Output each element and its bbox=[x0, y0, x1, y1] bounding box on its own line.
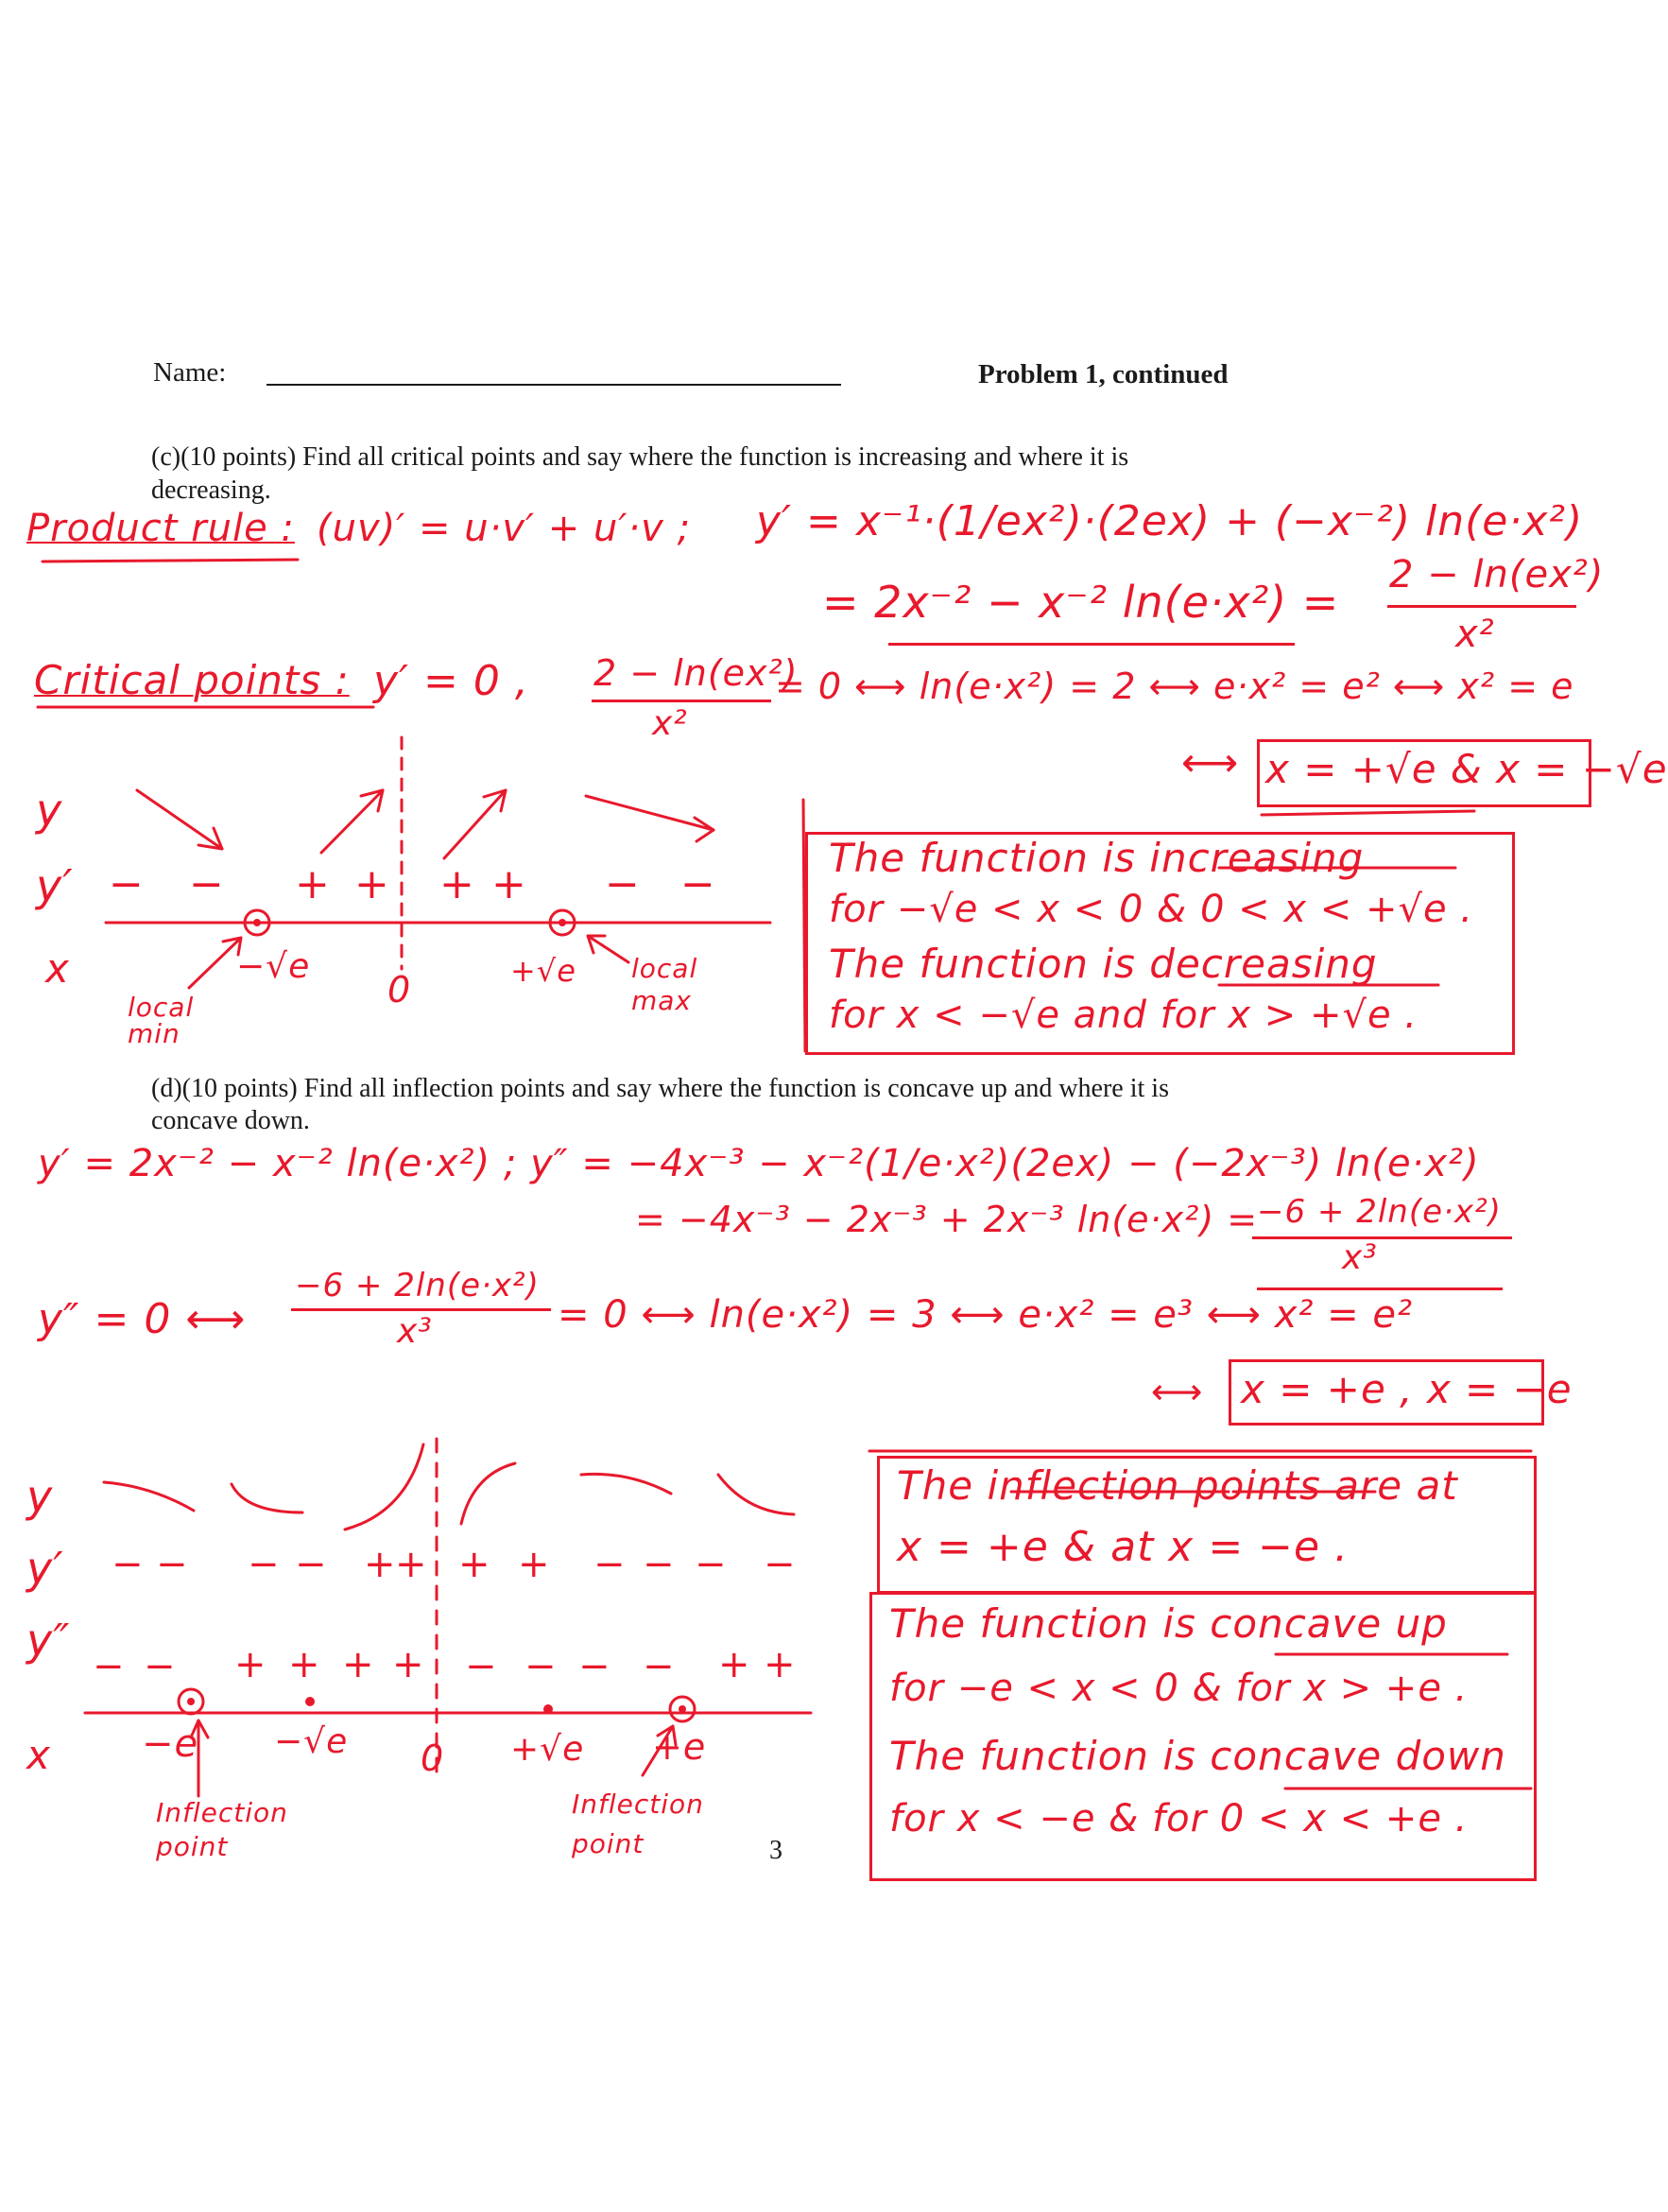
ydouble-fraction-denominator: x³ bbox=[1342, 1238, 1378, 1277]
inflect-result-arrow: ⟷ bbox=[1151, 1371, 1204, 1412]
c-box-line-1: The function is increasing bbox=[829, 835, 1365, 881]
critical-fraction-numerator: 2 − ln(ex²) bbox=[593, 652, 799, 694]
d-row-label-yprime: y′ bbox=[26, 1543, 64, 1594]
d-x-mark-pos-e: +e bbox=[652, 1726, 707, 1768]
yprime-line2: = 2x⁻² − x⁻² ln(e·x²) = bbox=[822, 577, 1340, 628]
name-label: Name: bbox=[153, 357, 227, 388]
product-rule-underline bbox=[43, 560, 298, 562]
inflect-result: x = +e , x = −e bbox=[1241, 1366, 1573, 1412]
d-ydouble-sign-11: + bbox=[718, 1643, 751, 1686]
d-box2-line-4: for x < −e & for 0 < x < +e . bbox=[889, 1797, 1469, 1840]
local-min-label: local min bbox=[128, 992, 195, 1049]
inflect-fraction-denominator: x³ bbox=[397, 1312, 433, 1351]
c-row-label-yprime: y′ bbox=[36, 860, 74, 911]
yprime-line1: y′ = x⁻¹·(1/ex²)·(2ex) + (−x⁻²) ln(e·x²) bbox=[756, 497, 1584, 545]
page-number: 3 bbox=[769, 1836, 782, 1865]
c-box-line-2: for −√e < x < 0 & 0 < x < +√e . bbox=[829, 888, 1474, 931]
inflect-condition: y″ = 0 ⟷ bbox=[38, 1295, 247, 1343]
d-yprime-sign-8: + bbox=[518, 1543, 551, 1586]
inflection-pointer-icon-right bbox=[643, 1726, 676, 1775]
d-ydouble-sign-5: + bbox=[342, 1643, 375, 1686]
concave-up-increasing-curve-icon bbox=[345, 1444, 423, 1529]
d-pos-sqrt-e-dot bbox=[543, 1704, 553, 1714]
critical-result-arrow: ⟷ bbox=[1181, 739, 1240, 786]
d-ydouble-sign-10: − bbox=[643, 1645, 676, 1688]
d-ydouble-sign-3: + bbox=[234, 1643, 267, 1686]
d-ydouble-sign-1: − bbox=[93, 1645, 126, 1688]
d-ydouble-sign-12: + bbox=[764, 1643, 797, 1686]
increasing-arrow-icon-right bbox=[444, 790, 506, 858]
c-x-mark-zero: 0 bbox=[387, 969, 412, 1011]
concave-up-decreasing-curve-icon-right bbox=[718, 1475, 794, 1514]
d-box1-line-1: The inflection points are at bbox=[897, 1462, 1458, 1509]
critical-condition: y′ = 0 , bbox=[373, 657, 529, 705]
c-yprime-sign-6: + bbox=[491, 860, 527, 908]
problem-label: Problem 1, continued bbox=[978, 359, 1229, 389]
inflection-label-left: Inflection point bbox=[156, 1797, 288, 1862]
d-box2-line-1: The function is concave up bbox=[889, 1600, 1448, 1647]
d-x-mark-neg-sqrt-e: −√e bbox=[274, 1722, 349, 1761]
ydouble-fraction-numerator: −6 + 2ln(e·x²) bbox=[1257, 1193, 1502, 1231]
ydouble-line1: y′ = 2x⁻² − x⁻² ln(e·x²) ; y″ = −4x⁻³ − x⁻²(1/e·x²)(2ex) − (−2x⁻³) ln(e·x²) bbox=[38, 1142, 1480, 1185]
d-box2-line-2: for −e < x < 0 & for x > +e . bbox=[889, 1667, 1469, 1710]
part-c-prompt-line2: decreasing. bbox=[151, 475, 271, 505]
d-yprime-sign-12: − bbox=[764, 1543, 797, 1586]
inflection-pointer-icon-left bbox=[191, 1720, 208, 1796]
inflection-label-right: Inflection point bbox=[572, 1789, 704, 1859]
d-ydouble-sign-4: + bbox=[288, 1643, 321, 1686]
c-yprime-sign-1: − bbox=[109, 860, 145, 908]
c-yprime-sign-4: + bbox=[354, 860, 390, 908]
part-c-prompt-line1: (c)(10 points) Find all critical points and say where the function is increasing and where it is bbox=[151, 442, 1129, 472]
local-max-label: local max bbox=[631, 953, 698, 1016]
d-yprime-sign-2: − bbox=[156, 1543, 189, 1586]
critical-points-double-underline bbox=[1262, 811, 1474, 815]
d-ydouble-sign-9: − bbox=[578, 1645, 611, 1688]
d-row-label-ydouble: y″ bbox=[26, 1615, 71, 1666]
c-box-line-4: for x < −√e and for x > +√e . bbox=[829, 994, 1419, 1037]
c-yprime-sign-2: − bbox=[189, 860, 225, 908]
c-row-label-y: y bbox=[36, 785, 63, 836]
d-yprime-sign-6: + bbox=[395, 1543, 428, 1586]
d-x-mark-zero: 0 bbox=[421, 1737, 445, 1779]
critical-points-label: Critical points : bbox=[34, 657, 350, 703]
concave-down-decreasing-curve-icon bbox=[104, 1482, 194, 1511]
critical-chain: = 0 ⟷ ln(e·x²) = 2 ⟷ e·x² = e² ⟷ x² = e bbox=[775, 665, 1574, 707]
product-rule-label: Product rule : bbox=[26, 507, 295, 550]
product-rule-formula: (uv)′ = u·v′ + u′·v ; bbox=[317, 507, 692, 550]
d-x-mark-pos-sqrt-e: +√e bbox=[510, 1730, 585, 1769]
part-d-prompt-line2: concave down. bbox=[151, 1106, 310, 1135]
d-yprime-sign-3: − bbox=[248, 1543, 281, 1586]
c-x-mark-pos-sqrt-e: +√e bbox=[510, 953, 576, 989]
d-yprime-sign-7: + bbox=[458, 1543, 491, 1586]
d-neg-sqrt-e-dot bbox=[305, 1697, 315, 1706]
critical-result: x = +√e & x = −√e bbox=[1265, 746, 1668, 792]
d-ydouble-sign-8: − bbox=[524, 1645, 558, 1688]
d-yprime-sign-5: + bbox=[364, 1543, 397, 1586]
c-x-mark-neg-sqrt-e: −√e bbox=[236, 947, 311, 986]
concave-down-decreasing-curve-icon-right bbox=[581, 1474, 671, 1494]
part-d-prompt-line1: (d)(10 points) Find all inflection points and say where the function is concave up and where it is bbox=[151, 1074, 1169, 1103]
c-yprime-sign-5: + bbox=[439, 860, 475, 908]
d-yprime-sign-11: − bbox=[695, 1543, 728, 1586]
critical-fraction-denominator: x² bbox=[652, 704, 688, 743]
d-yprime-sign-10: − bbox=[643, 1543, 676, 1586]
decreasing-arrow-icon bbox=[137, 790, 222, 849]
d-yprime-sign-1: − bbox=[112, 1543, 145, 1586]
increasing-arrow-icon-left bbox=[321, 790, 383, 853]
d-box1-line-2: x = +e & at x = −e . bbox=[897, 1523, 1350, 1571]
c-row-label-x: x bbox=[45, 945, 70, 992]
d-row-label-y: y bbox=[26, 1471, 54, 1522]
d-x-mark-neg-e: −e bbox=[142, 1722, 199, 1766]
c-box-line-3: The function is decreasing bbox=[829, 941, 1378, 987]
c-yprime-sign-3: + bbox=[295, 860, 331, 908]
d-box2-line-3: The function is concave down bbox=[889, 1733, 1506, 1779]
inflect-chain: = 0 ⟷ ln(e·x²) = 3 ⟷ e·x² = e³ ⟷ x² = e² bbox=[558, 1293, 1414, 1337]
local-min-pointer-icon bbox=[189, 938, 241, 988]
yprime-fraction-numerator: 2 − ln(ex²) bbox=[1389, 553, 1605, 596]
concave-up-decreasing-curve-icon bbox=[232, 1484, 302, 1512]
concave-down-increasing-curve-icon bbox=[461, 1463, 515, 1524]
d-ydouble-sign-6: + bbox=[392, 1643, 425, 1686]
c-yprime-sign-7: − bbox=[605, 860, 641, 908]
d-ydouble-sign-2: − bbox=[144, 1645, 177, 1688]
inflect-fraction-numerator: −6 + 2ln(e·x²) bbox=[295, 1267, 540, 1305]
d-row-label-x: x bbox=[26, 1732, 51, 1778]
local-max-pointer-icon bbox=[588, 936, 628, 962]
d-yprime-sign-4: − bbox=[295, 1543, 328, 1586]
decreasing-arrow-icon-right bbox=[586, 796, 714, 841]
yprime-fraction-denominator: x² bbox=[1455, 613, 1495, 656]
c-yprime-sign-8: − bbox=[680, 860, 716, 908]
d-ydouble-sign-7: − bbox=[465, 1645, 498, 1688]
ydouble-line2: = −4x⁻³ − 2x⁻³ + 2x⁻³ ln(e·x²) = bbox=[635, 1199, 1259, 1240]
d-yprime-sign-9: − bbox=[593, 1543, 627, 1586]
